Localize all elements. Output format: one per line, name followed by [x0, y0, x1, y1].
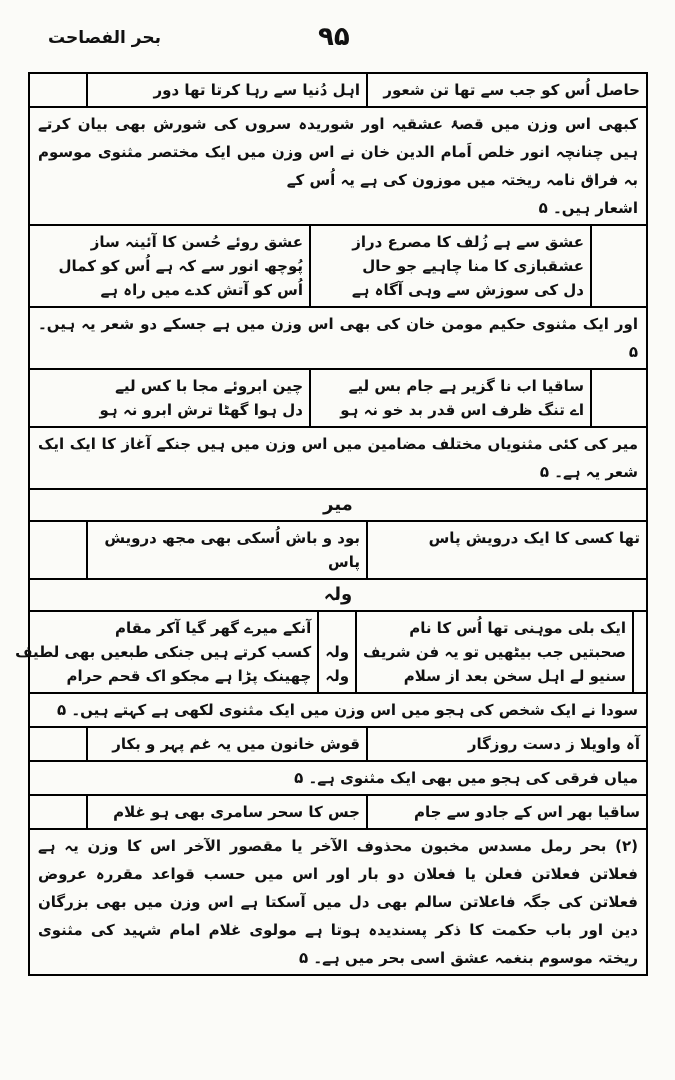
verse-block-1 — [30, 74, 646, 108]
verse-right: آہ واویلا ز دست روزگار — [366, 728, 646, 760]
verse-left — [30, 226, 309, 306]
prose-paragraph-5: میاں فرقی کی ہجو میں بھی ایک مثنوی ہے۔ ۵ — [30, 762, 646, 796]
verse-line: دل ہوا گھٹا ترش ابرو نہ ہو — [99, 401, 303, 419]
verse-right — [309, 370, 590, 426]
verse-line: دل کی سوزش سے وہی آگاہ ہے — [351, 281, 584, 299]
verse-marker — [325, 616, 349, 640]
verse-line: صحبتیں جب بیٹھیں تو یہ فن شریف — [363, 643, 626, 661]
verse-marker: ولہ — [325, 643, 350, 661]
verse-block-2 — [30, 226, 646, 308]
verse-line: عشق روئے حُسن کا آئینہ ساز — [90, 233, 303, 251]
verse-marker: ولہ — [325, 667, 350, 685]
verse-margin — [30, 74, 86, 106]
verse-line: آنکے میرے گھر گیا آکر مقام — [115, 619, 312, 637]
verse-marker-column — [317, 612, 355, 692]
verse-margin — [632, 612, 646, 692]
verse-line: ساقیا اب نا گزیر ہے جام بس لیے — [348, 377, 584, 395]
verse-line: سنیو لے اہل سخن بعد از سلام — [403, 667, 626, 685]
prose-paragraph-6: (۲) بحر رمل مسدس مخبون محذوف الآخر یا مقصور الآخر اس کا وزن یہ ہے فعلاتن فعلاتن فعلن یا فعلان دو بار اور اس میں حسب قواعد مقررہ عروض فعلاتن کی جگہ فاعلاتن سالم بھی دل میں آسکتا ہے اس وزن میں بھی بزرگان دین اور باب حکمت کا ذکر پسندیدہ ہوتا ہے مولوی غلام امام شہید کی مثنوی ریختہ موسوم بنغمہ عشق اسی بحر میں ہے۔ ۵ — [38, 837, 638, 967]
prose-paragraph-1 — [30, 108, 646, 226]
verse-line: اے تنگ ظرف اس قدر بد خو نہ ہو — [340, 401, 584, 419]
prose-ending: اشعار ہیں۔ ۵ — [538, 199, 638, 217]
prose-text: کبھی اس وزن میں قصۂ عشقیہ اور شوریدہ سروں کی شورش بھی بیان کرتے ہیں چنانچہ انور خلص اَمام الدین خان نے اس وزن میں ایک مختصر مثنوی موسوم بہ فراق نامہ ریختہ میں موزون کی ہے یہ اُس کے — [38, 115, 638, 189]
verse-block-6 — [30, 728, 646, 762]
verse-line: چھینک پڑا ہے مجکو اک قحم حرام — [66, 667, 312, 685]
verse-right — [309, 226, 590, 306]
verse-left: قوش خانون میں یہ غم پہر و بکار — [86, 728, 366, 760]
verse-left: اہل دُنیا سے رہا کرتا تھا دور — [86, 74, 366, 106]
verse-line: ایک بلی موہنی تھا اُس کا نام — [409, 619, 626, 637]
verse-block-5 — [15, 612, 646, 694]
verse-block-3 — [30, 370, 646, 428]
verse-right: ساقیا بھر اس کے جادو سے جام — [366, 796, 646, 828]
verse-margin — [30, 796, 86, 828]
prose-paragraph-4: سودا نے ایک شخص کی ہجو میں اس وزن میں ایک مثنوی لکھی ہے کہتے ہیں۔ ۵ — [30, 694, 646, 728]
verse-line: اُس کو آتش کدے میں راہ ہے — [100, 281, 303, 299]
verse-right: تھا کسی کا ایک درویش پاس — [366, 522, 646, 578]
verse-block-7 — [30, 796, 646, 830]
section-heading-mir: میر — [30, 490, 646, 522]
running-title: بحر الفصاحت — [48, 28, 161, 48]
verse-line: عشقبازی کا منا چاہیے جو حال — [362, 257, 584, 275]
verse-margin — [590, 226, 646, 306]
content-frame — [15, 72, 648, 976]
prose-paragraph-3: میر کی کئی مثنویاں مختلف مضامین میں اس وزن میں ہیں جنکے آغاز کا ایک ایک شعر یہ ہے۔ ۵ — [30, 428, 646, 490]
verse-line: عشق سے ہے زُلف کا مصرع دراز — [352, 233, 584, 251]
verse-left — [30, 370, 309, 426]
verse-left: بود و باش اُسکی بھی مجھ درویش پاس — [86, 522, 366, 578]
section-heading-walahu: ولہ — [30, 580, 646, 612]
verse-block-4 — [30, 522, 646, 580]
verse-left: جس کا سحر سامری بھی ہو غلام — [86, 796, 366, 828]
verse-margin — [590, 370, 646, 426]
verse-line: کسب کرتے ہیں جنکی طبعیں بھی لطیف — [15, 643, 312, 661]
prose-paragraph-2: اور ایک مثنوی حکیم مومن خان کی بھی اس وزن میں ہے جسکے دو شعر یہ ہیں۔ ۵ — [30, 308, 646, 370]
verse-line: چین ابروئے مجا با کس لیے — [115, 377, 303, 395]
verse-right — [355, 612, 632, 692]
verse-line: پُوچھ انور سے کہ ہے اُس کو کمال — [58, 257, 303, 275]
verse-margin — [30, 522, 86, 578]
verse-right: حاصل اُس کو جب سے تھا تن شعور — [366, 74, 646, 106]
verse-margin — [30, 728, 86, 760]
page-number: ۹۵ — [318, 22, 350, 52]
verse-left — [9, 612, 317, 692]
